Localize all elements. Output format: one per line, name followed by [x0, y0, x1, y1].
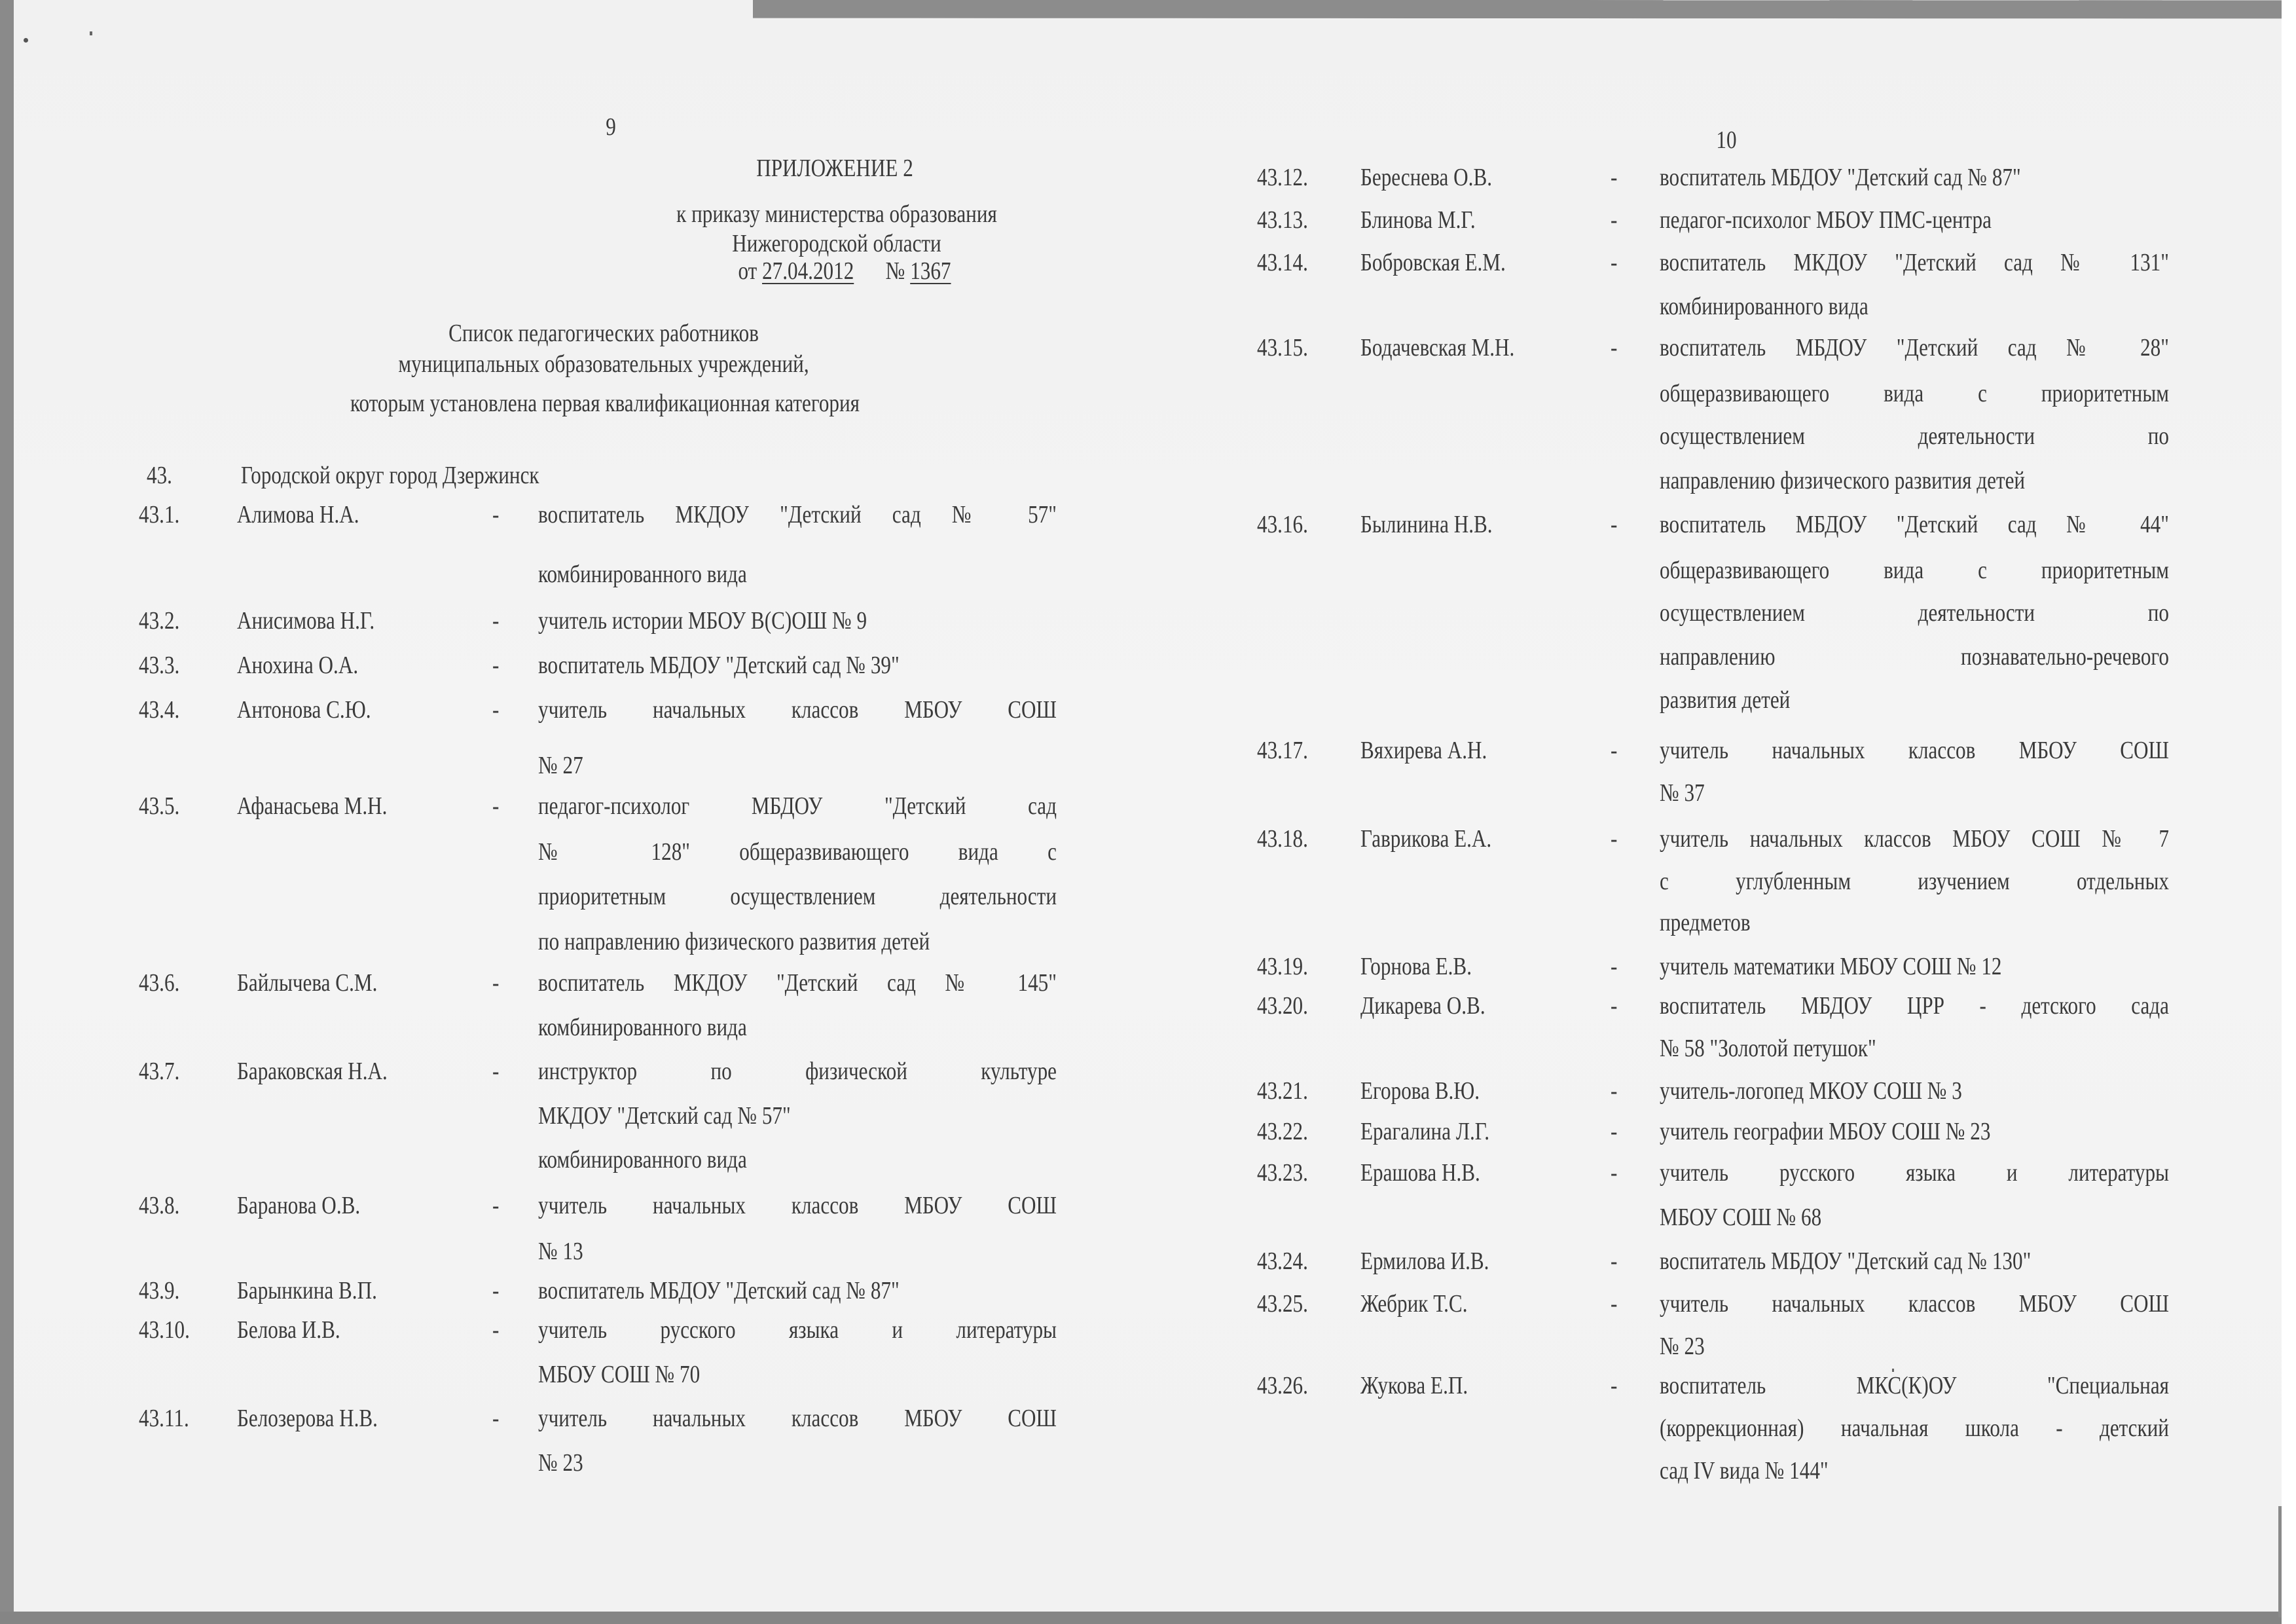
entry-number: 43.22.	[1257, 1118, 1308, 1145]
entry-description-line: воспитатель МБДОУ "Детский сад № 87"	[538, 1277, 900, 1304]
entry-description-line: комбинированного вида	[1660, 293, 1868, 320]
entry-number: 43.3.	[139, 652, 180, 679]
entry-dash: -	[1611, 334, 1618, 361]
entry-description-line: сад IV вида № 144"	[1660, 1457, 1829, 1485]
entry-name: Горнова Е.В.	[1360, 953, 1472, 980]
entry-number: 43.16.	[1257, 511, 1308, 538]
entry-description-line: учитель истории МБОУ В(С)ОШ № 9	[538, 607, 867, 635]
entry-description-line: учитель начальных классов МБОУ СОШ	[538, 1192, 1057, 1219]
entry-description-line: МБОУ СОШ № 70	[538, 1361, 701, 1388]
entry-number: 43.5.	[139, 792, 180, 820]
entry-dash: -	[1611, 1077, 1618, 1105]
entry-number: 43.10.	[139, 1316, 190, 1344]
order-date-prefix: от	[738, 257, 757, 285]
entry-dash: -	[492, 652, 500, 679]
entry-description-line: № 37	[1660, 779, 1705, 807]
section-number: 43.	[147, 462, 172, 489]
list-title-line-1: Список педагогических работников	[448, 320, 759, 347]
scan-border-left	[0, 0, 14, 1624]
entry-name: Баранова О.В.	[237, 1192, 361, 1219]
entry-description-line: учитель русского языка и литературы	[1660, 1159, 2169, 1187]
entry-description-line: учитель географии МБОУ СОШ № 23	[1660, 1118, 1991, 1145]
entry-name: Антонова С.Ю.	[237, 696, 371, 724]
entry-description-line: учитель начальных классов МБОУ СОШ	[538, 696, 1057, 724]
order-number: 1367	[910, 257, 951, 285]
entry-description-line: воспитатель МБДОУ "Детский сад № 44"	[1660, 511, 2169, 538]
entry-name: Жукова Е.П.	[1360, 1372, 1468, 1399]
entry-description-line: учитель русского языка и литературы	[538, 1316, 1057, 1344]
entry-description-line: комбинированного вида	[538, 1146, 747, 1173]
entry-description-line: № 27	[538, 752, 583, 779]
entry-description-line: (коррекционная) начальная школа - детский	[1660, 1414, 2169, 1442]
entry-number: 43.15.	[1257, 334, 1308, 361]
entry-description-line: воспитатель МКДОУ "Детский сад № 57"	[538, 501, 1057, 528]
entry-number: 43.17.	[1257, 737, 1308, 764]
order-date-line	[738, 259, 951, 284]
entry-description-line: предметов	[1660, 909, 1751, 936]
entry-description-line: № 128" общеразвивающего вида с	[538, 838, 1057, 866]
entry-dash: -	[1611, 1372, 1618, 1399]
entry-number: 43.8.	[139, 1192, 180, 1219]
entry-description-line: учитель начальных классов МБОУ СОШ	[1660, 737, 2169, 764]
entry-description-line: № 23	[1660, 1333, 1705, 1360]
entry-description-line: комбинированного вида	[538, 561, 747, 588]
entry-description-line: МКДОУ "Детский сад № 57"	[538, 1102, 791, 1130]
entry-dash: -	[492, 1316, 500, 1344]
entry-dash: -	[1611, 206, 1618, 234]
entry-number: 43.23.	[1257, 1159, 1308, 1187]
entry-name: Барынкина В.П.	[237, 1277, 377, 1304]
entry-description-line: направлению физического развития детей	[1660, 467, 2026, 494]
entry-dash: -	[1611, 1118, 1618, 1145]
order-date: 27.04.2012	[762, 257, 854, 285]
entry-description-line: инструктор по физической культуре	[538, 1058, 1057, 1085]
page-number: 10	[1716, 126, 1737, 154]
entry-name: Былинина Н.В.	[1360, 511, 1493, 538]
entry-dash: -	[492, 969, 500, 997]
entry-name: Ерашова Н.В.	[1360, 1159, 1480, 1187]
entry-description-line: по направлению физического развития детей	[538, 928, 930, 955]
scan-border-bottom	[0, 1612, 2285, 1624]
entry-description-line: комбинированного вида	[538, 1014, 747, 1041]
entry-dash: -	[492, 1277, 500, 1304]
entry-description-line: общеразвивающего вида с приоритетным	[1660, 380, 2169, 407]
entry-number: 43.7.	[139, 1058, 180, 1085]
entry-description-line: воспитатель МКДОУ "Детский сад № 145"	[538, 969, 1057, 997]
entry-dash: -	[1611, 249, 1618, 276]
entry-description-line: педагог-психолог МБДОУ "Детский сад	[538, 792, 1057, 820]
entry-dash: -	[1611, 1247, 1618, 1275]
scan-speck	[90, 31, 92, 35]
order-number-prefix: №	[885, 257, 905, 285]
entry-description-line: педагог-психолог МБОУ ПМС-центра	[1660, 206, 1992, 234]
entry-description-line: приоритетным осуществлением деятельности	[538, 883, 1057, 910]
entry-description-line: осуществлением деятельности по	[1660, 599, 2169, 627]
page-number: 9	[606, 113, 616, 141]
entry-number: 43.13.	[1257, 206, 1308, 234]
entry-dash: -	[1611, 1290, 1618, 1318]
entry-name: Белова И.В.	[237, 1316, 340, 1344]
entry-name: Ерагалина Л.Г.	[1360, 1118, 1490, 1145]
entry-name: Вяхирева А.Н.	[1360, 737, 1487, 764]
entry-dash: -	[1611, 825, 1618, 853]
entry-description-line: воспитатель МБДОУ "Детский сад № 39"	[538, 652, 900, 679]
entry-name: Байлычева С.М.	[237, 969, 378, 997]
entry-number: 43.24.	[1257, 1247, 1308, 1275]
entry-number: 43.11.	[139, 1405, 189, 1432]
entry-dash: -	[492, 1192, 500, 1219]
entry-name: Бобровская Е.М.	[1360, 249, 1506, 276]
entry-name: Дикарева О.В.	[1360, 992, 1485, 1020]
entry-number: 43.21.	[1257, 1077, 1308, 1105]
entry-number: 43.26.	[1257, 1372, 1308, 1399]
scan-margin-right	[2282, 0, 2296, 1624]
entry-description-line: воспитатель МБДОУ "Детский сад № 130"	[1660, 1247, 2032, 1275]
list-title-line-3: которым установлена первая квалификационная категория	[350, 390, 860, 417]
entry-name: Жебрик Т.С.	[1360, 1290, 1468, 1318]
entry-number: 43.14.	[1257, 249, 1308, 276]
entry-name: Ермилова И.В.	[1360, 1247, 1489, 1275]
entry-name: Афанасьева М.Н.	[237, 792, 388, 820]
entry-description-line: направлению познавательно-речевого	[1660, 643, 2169, 671]
entry-number: 43.19.	[1257, 953, 1308, 980]
scan-speck	[24, 38, 28, 43]
entry-dash: -	[492, 696, 500, 724]
entry-description-line: учитель начальных классов МБОУ СОШ	[1660, 1290, 2169, 1318]
entry-number: 43.12.	[1257, 164, 1308, 191]
entry-name: Анохина О.А.	[237, 652, 359, 679]
scan-border-right-shadow	[2278, 1506, 2282, 1617]
entry-number: 43.4.	[139, 696, 180, 724]
order-line-2: Нижегородской области	[732, 230, 941, 257]
entry-dash: -	[1611, 511, 1618, 538]
entry-dash: -	[492, 792, 500, 820]
entry-name: Алимова Н.А.	[237, 501, 359, 528]
entry-name: Гаврикова Е.А.	[1360, 825, 1492, 853]
entry-dash: -	[1611, 737, 1618, 764]
entry-number: 43.25.	[1257, 1290, 1308, 1318]
entry-description-line: учитель начальных классов МБОУ СОШ № 7	[1660, 825, 2169, 853]
entry-description-line: учитель математики МБОУ СОШ № 12	[1660, 953, 2002, 980]
entry-description-line: с углубленным изучением отдельных	[1660, 868, 2169, 895]
section-title: Городской округ город Дзержинск	[241, 462, 539, 489]
entry-dash: -	[1611, 164, 1618, 191]
entry-dash: -	[492, 607, 500, 635]
entry-description-line: осуществлением деятельности по	[1660, 422, 2169, 450]
entry-description-line: воспитатель МБДОУ ЦРР - детского сада	[1660, 992, 2169, 1020]
entry-number: 43.20.	[1257, 992, 1308, 1020]
entry-number: 43.9.	[139, 1277, 180, 1304]
entry-description-line: учитель-логопед МКОУ СОШ № 3	[1660, 1077, 1962, 1105]
entry-description-line: развития детей	[1660, 686, 1791, 714]
entry-dash: -	[492, 1058, 500, 1085]
scan-border-top	[753, 0, 2282, 18]
entry-number: 43.6.	[139, 969, 180, 997]
entry-dash: -	[492, 1405, 500, 1432]
entry-number: 43.1.	[139, 501, 180, 528]
entry-description-line: воспитатель МКС(К)ОУ "Специальная	[1660, 1372, 2169, 1399]
entry-dash: -	[492, 501, 500, 528]
entry-name: Белозерова Н.В.	[237, 1405, 378, 1432]
entry-description-line: МБОУ СОШ № 68	[1660, 1204, 1822, 1231]
appendix-title: ПРИЛОЖЕНИЕ 2	[756, 155, 913, 182]
entry-name: Анисимова Н.Г.	[237, 607, 375, 635]
entry-name: Егорова В.Ю.	[1360, 1077, 1480, 1105]
entry-dash: -	[1611, 953, 1618, 980]
entry-number: 43.18.	[1257, 825, 1308, 853]
entry-description-line: учитель начальных классов МБОУ СОШ	[538, 1405, 1057, 1432]
entry-description-line: общеразвивающего вида с приоритетным	[1660, 557, 2169, 584]
order-line-1: к приказу министерства образования	[676, 200, 997, 228]
entry-description-line: № 13	[538, 1238, 583, 1265]
entry-dash: -	[1611, 1159, 1618, 1187]
entry-description-line: воспитатель МБДОУ "Детский сад № 87"	[1660, 164, 2021, 191]
entry-description-line: № 58 "Золотой петушок"	[1660, 1035, 1876, 1062]
entry-description-line: воспитатель МБДОУ "Детский сад № 28"	[1660, 334, 2169, 361]
entry-number: 43.2.	[139, 607, 180, 635]
entry-dash: -	[1611, 992, 1618, 1020]
entry-name: Береснева О.В.	[1360, 164, 1493, 191]
entry-description-line: № 23	[538, 1449, 583, 1477]
entry-name: Бодачевская М.Н.	[1360, 334, 1515, 361]
entry-description-line: воспитатель МКДОУ "Детский сад № 131"	[1660, 249, 2169, 276]
entry-name: Бараковская Н.А.	[237, 1058, 388, 1085]
entry-name: Блинова М.Г.	[1360, 206, 1476, 234]
list-title-line-2: муниципальных образовательных учреждений,	[398, 350, 809, 378]
